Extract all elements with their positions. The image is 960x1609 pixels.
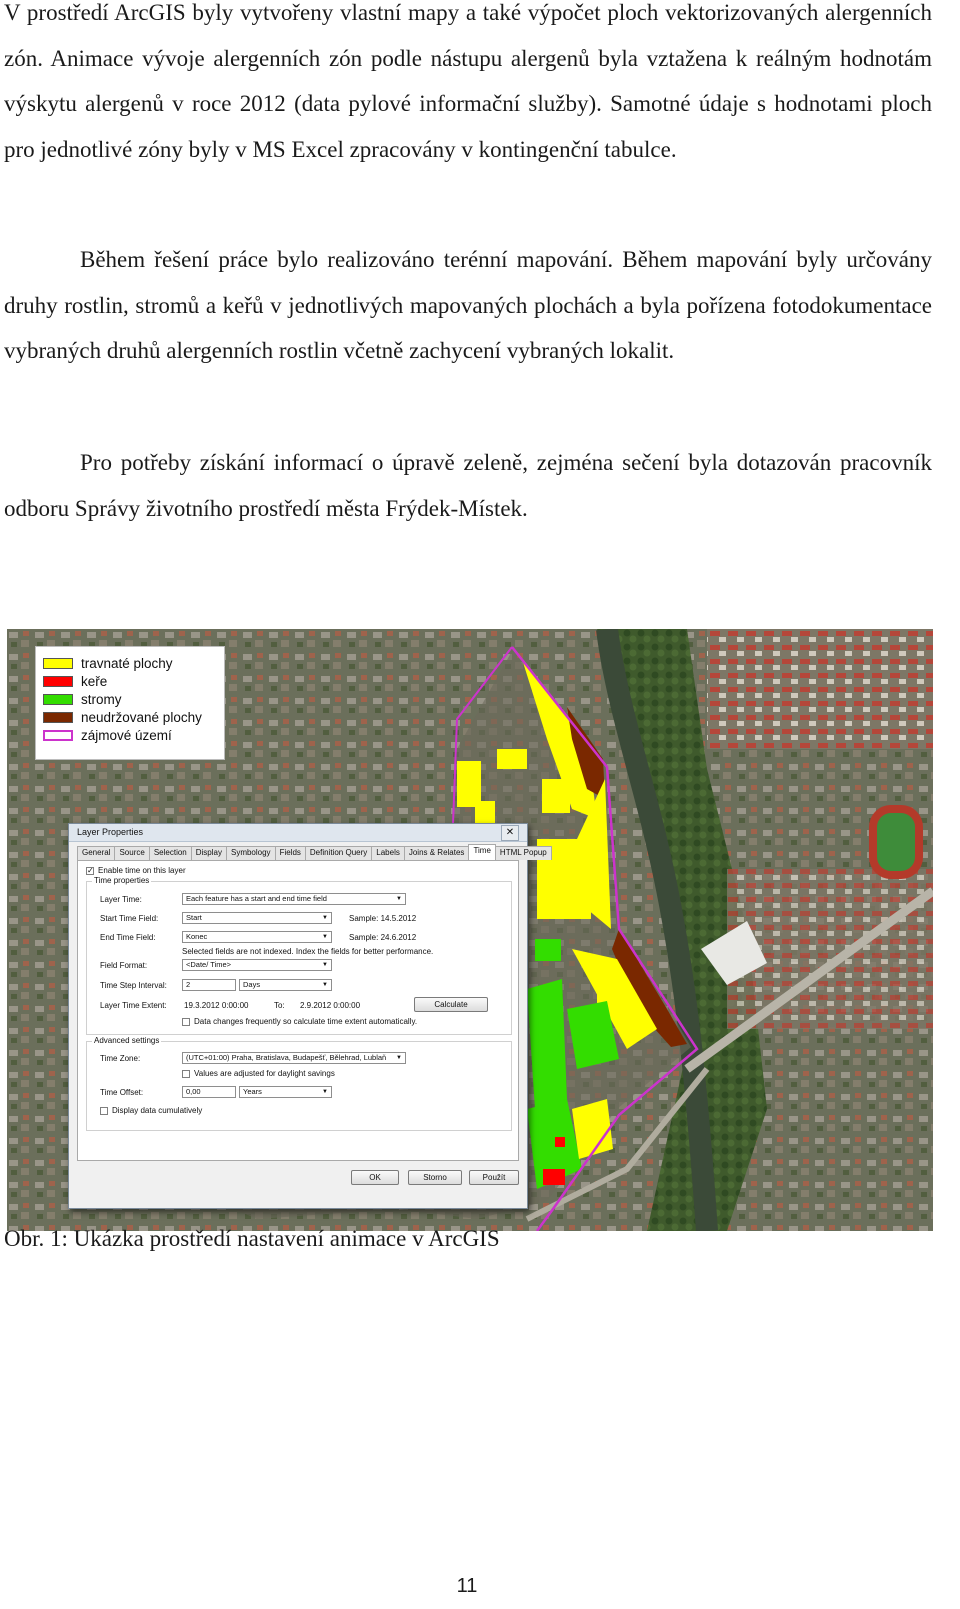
- legend-item-trees: stromy: [43, 691, 122, 707]
- page-number: 11: [456, 1575, 478, 1597]
- field-format-select[interactable]: <Date/ Time> ▼: [182, 959, 332, 971]
- close-icon[interactable]: ✕: [501, 825, 519, 841]
- layer-extent-label: Layer Time Extent:: [100, 1001, 167, 1010]
- enable-time-checkbox[interactable]: ✓: [87, 866, 94, 875]
- end-field-label: End Time Field:: [100, 933, 156, 942]
- data-changes-checkbox[interactable]: [182, 1018, 190, 1026]
- legend-item-study-area: zájmové území: [43, 727, 172, 743]
- extent-from: 19.3.2012 0:00:00: [184, 1001, 249, 1010]
- time-zone-label: Time Zone:: [100, 1054, 141, 1063]
- chevron-down-icon: ▼: [396, 1055, 402, 1061]
- tab-source[interactable]: Source: [114, 846, 149, 860]
- advanced-settings-heading: Advanced settings: [94, 1036, 160, 1045]
- dialog-title-bar[interactable]: [69, 824, 527, 842]
- swatch-study-area: [43, 730, 73, 741]
- dialog-tabs: [77, 846, 551, 860]
- enable-time-label: Enable time on this layer: [98, 866, 186, 875]
- tab-fields[interactable]: Fields: [275, 846, 306, 860]
- start-field-label: Start Time Field:: [100, 914, 159, 923]
- cancel-button[interactable]: Storno: [408, 1170, 462, 1185]
- time-step-label: Time Step Interval:: [100, 981, 167, 990]
- dst-checkbox[interactable]: [182, 1070, 190, 1078]
- chevron-down-icon: ▼: [322, 915, 328, 921]
- time-offset-unit-select[interactable]: Years ▼: [239, 1086, 332, 1098]
- time-step-unit-select[interactable]: Days ▼: [239, 979, 332, 991]
- tab-html-popup[interactable]: HTML Popup: [495, 846, 552, 860]
- time-step-input[interactable]: 2: [182, 979, 236, 991]
- cumulative-checkbox[interactable]: [100, 1107, 108, 1115]
- tab-display[interactable]: Display: [191, 846, 227, 860]
- figure-caption: Obr. 1: Ukázka prostředí nastavení animace v ArcGIS: [4, 1226, 500, 1251]
- legend-item-grass: travnaté plochy: [43, 655, 173, 671]
- swatch-grass: [43, 658, 73, 669]
- field-format-label: Field Format:: [100, 961, 148, 970]
- cumulative-label: Display data cumulatively: [112, 1106, 203, 1115]
- extent-to: 2.9.2012 0:00:00: [300, 1001, 361, 1010]
- paragraph-1: V prostředí ArcGIS byly vytvořeny vlastní mapy a také výpočet ploch vektorizovaných alergenních zón. Animace vývoje alergenních zón podle nástupu alergenů byla vztažena k reálným hodnotám výskytu alergenů v roce 2012 (data pylové informační služby). Samotné údaje s hodnotami ploch pro jednotlivé zóny byly v MS Excel zpracovány v kontingenční tabulce.: [4, 0, 932, 162]
- end-field-select[interactable]: Konec ▼: [182, 931, 332, 943]
- time-offset-label: Time Offset:: [100, 1088, 144, 1097]
- dialog-title: Layer Properties: [77, 827, 144, 837]
- paragraph-2: Během řešení práce bylo realizováno terénní mapování. Během mapování byly určovány druhy rostlin, stromů a keřů v jednotlivých mapovaných plochách a byla pořízena fotodokumentace vybraných druhů alergenních rostlin včetně zachycení vybraných lokalit.: [4, 247, 932, 363]
- chevron-down-icon: ▼: [322, 962, 328, 968]
- swatch-trees: [43, 694, 73, 705]
- chevron-down-icon: ▼: [322, 1089, 328, 1095]
- paragraph-3: Pro potřeby získání informací o úpravě zeleně, zejména sečení byla dotazován pracovník odboru Správy životního prostředí města Frýdek-Místek.: [4, 450, 932, 521]
- chevron-down-icon: ▼: [322, 934, 328, 940]
- dst-label: Values are adjusted for daylight savings: [194, 1069, 335, 1078]
- data-changes-label: Data changes frequently so calculate time extent automatically.: [194, 1017, 418, 1026]
- chevron-down-icon: ▼: [396, 896, 402, 902]
- tab-definition-query[interactable]: Definition Query: [305, 846, 372, 860]
- tab-symbology[interactable]: Symbology: [226, 846, 276, 860]
- extent-to-label: To:: [274, 1001, 285, 1010]
- tab-time[interactable]: Time: [468, 844, 495, 862]
- time-zone-select[interactable]: (UTC+01:00) Praha, Bratislava, Budapešť, Bělehrad, Lublaň ▼: [182, 1052, 406, 1064]
- tab-selection[interactable]: Selection: [149, 846, 192, 860]
- calculate-button[interactable]: Calculate: [414, 997, 488, 1012]
- legend-item-shrubs: keře: [43, 673, 107, 689]
- figure-map-screenshot: [7, 629, 933, 1231]
- time-offset-input[interactable]: 0,00: [182, 1086, 236, 1098]
- ok-button[interactable]: OK: [351, 1170, 399, 1185]
- layer-time-select[interactable]: Each feature has a start and end time field ▼: [182, 893, 406, 905]
- start-field-select[interactable]: Start ▼: [182, 912, 332, 924]
- time-tab-panel: [77, 860, 519, 1161]
- tab-joins-relates[interactable]: Joins & Relates: [404, 846, 470, 860]
- tab-labels[interactable]: Labels: [371, 846, 405, 860]
- map-legend: [35, 646, 225, 760]
- tab-general[interactable]: General: [77, 846, 115, 860]
- time-properties-heading: Time properties: [94, 876, 150, 885]
- end-sample: Sample: 24.6.2012: [349, 933, 417, 942]
- legend-item-unmaintained: neudržované plochy: [43, 709, 202, 725]
- swatch-unmaintained: [43, 712, 73, 723]
- apply-button[interactable]: Použít: [469, 1170, 519, 1185]
- index-warning: Selected fields are not indexed. Index the fields for better performance.: [182, 947, 434, 956]
- swatch-shrubs: [43, 676, 73, 687]
- chevron-down-icon: ▼: [322, 982, 328, 988]
- layer-properties-dialog: [68, 823, 547, 1209]
- layer-time-label: Layer Time:: [100, 895, 142, 904]
- start-sample: Sample: 14.5.2012: [349, 914, 417, 923]
